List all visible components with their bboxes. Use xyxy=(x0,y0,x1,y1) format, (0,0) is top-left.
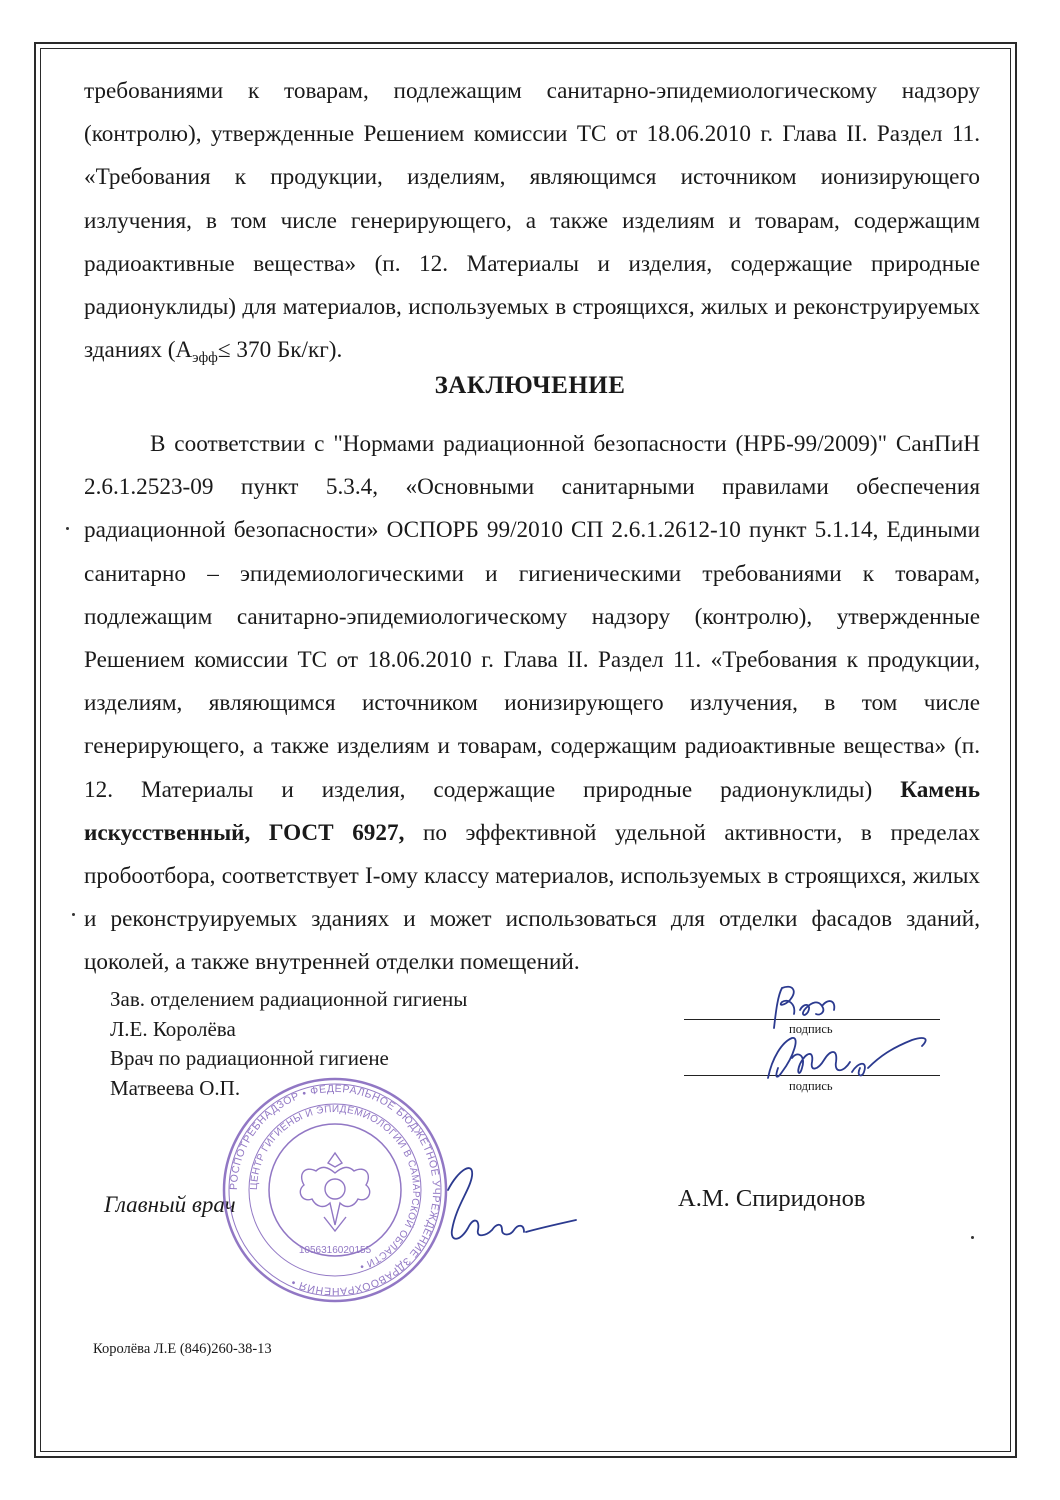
intro-paragraph xyxy=(84,70,980,380)
contact-footer: Королёва Л.Е (846)260-38-13 xyxy=(93,1341,272,1357)
signature-caption-2: подпись xyxy=(789,1079,833,1093)
chief-doctor-title: Главный врач xyxy=(104,1192,236,1217)
handwritten-signature-2 xyxy=(752,1028,952,1098)
conclusion-text-part2: по эффективной удельной активности, в пределах пробоотбора, соответствует I-ому классу материалов, используемых в строящихся, жилых и реконструируемых зданиях и может использоваться для отделки фасадов зданий, цоколей, а также внутренней отделки помещений. xyxy=(84,819,980,976)
svg-text:ЦЕНТР ГИГИЕНЫ И ЭПИДЕМИОЛОГИИ: ЦЕНТР ГИГИЕНЫ И ЭПИДЕМИОЛОГИИ В САМАРСКОЙ ОБЛАСТИ • xyxy=(248,1103,422,1272)
scan-speck xyxy=(72,913,75,916)
doctor-name: Матвеева О.П. xyxy=(110,1075,241,1100)
doctor-title: Врач по радиационной гигиене xyxy=(110,1046,389,1070)
stamp-number: 1056316020155 xyxy=(298,1245,372,1256)
signature-caption-1: подпись xyxy=(789,1022,833,1036)
head-name: Л.Е. Королёва xyxy=(110,1016,236,1041)
intro-text-part2: ≤ 370 Бк/кг). xyxy=(217,337,343,364)
intro-text-part1: требованиями к товарам, подлежащим санитарно-эпидемиологическому надзору (контролю), утвержденные Решением комиссии ТС от 18.06.2010 г. Глава II. Раздел 11. «Требования к продукции, изделиям, являющимся источником ионизирующего излучения, в том числе генерирующего, а также изделиям и товарам, содержащим радиоактивные вещества» (п. 12. Материалы и изделия, содержащие природные радионуклиды) для материалов, используемых в строящихся, жилых и реконструируемых зданиях (А xyxy=(84,78,980,364)
head-title: Зав. отделением радиационной гигиены xyxy=(110,987,468,1011)
product-name: Камень искусственный, ГОСТ 6927, xyxy=(84,776,980,846)
conclusion-text-part1: В соответствии с "Нормами радиационной безопасности (НРБ-99/2009)" СанПиН 2.6.1.2523-09 пункт 5.3.4, «Основными санитарными правилами обеспечения радиационной безопасности» ОСПОРБ 99/2010 СП 2.6.1.2612-10 пункт 5.1.14, Едиными санитарно – эпидемиологическими и гигиеническими требованиями к товарам, подлежащим санитарно-эпидемиологическому надзору (контролю), утвержденные Решением комиссии ТС от 18.06.2010 г. Глава II. Раздел 11. «Требования к продукции, изделиям, являющимся источником ионизирующего излучения, в том числе генерирующего, а также изделиям и товарам, содержащим радиоактивные вещества» (п. 12. Материалы и изделия, содержащие природные радионуклиды) xyxy=(84,431,980,803)
conclusion-paragraph xyxy=(84,423,980,985)
conclusion-heading: ЗАКЛЮЧЕНИЕ xyxy=(434,372,626,399)
official-seal-stamp xyxy=(220,1075,450,1305)
chief-handwritten-signature xyxy=(430,1150,590,1260)
intro-subscript: эфф xyxy=(192,350,218,367)
chief-doctor-name: А.М. Спиридонов xyxy=(678,1185,866,1212)
scan-speck xyxy=(971,1236,974,1239)
scan-speck xyxy=(66,527,69,530)
svg-text:РОСПОТРЕБНАДЗОР • ФЕДЕРАЛЬНОЕ: РОСПОТРЕБНАДЗОР • ФЕДЕРАЛЬНОЕ БЮДЖЕТНОЕ УЧРЕЖДЕНИЕ ЗДРАВООХРАНЕНИЯ • xyxy=(227,1082,443,1298)
